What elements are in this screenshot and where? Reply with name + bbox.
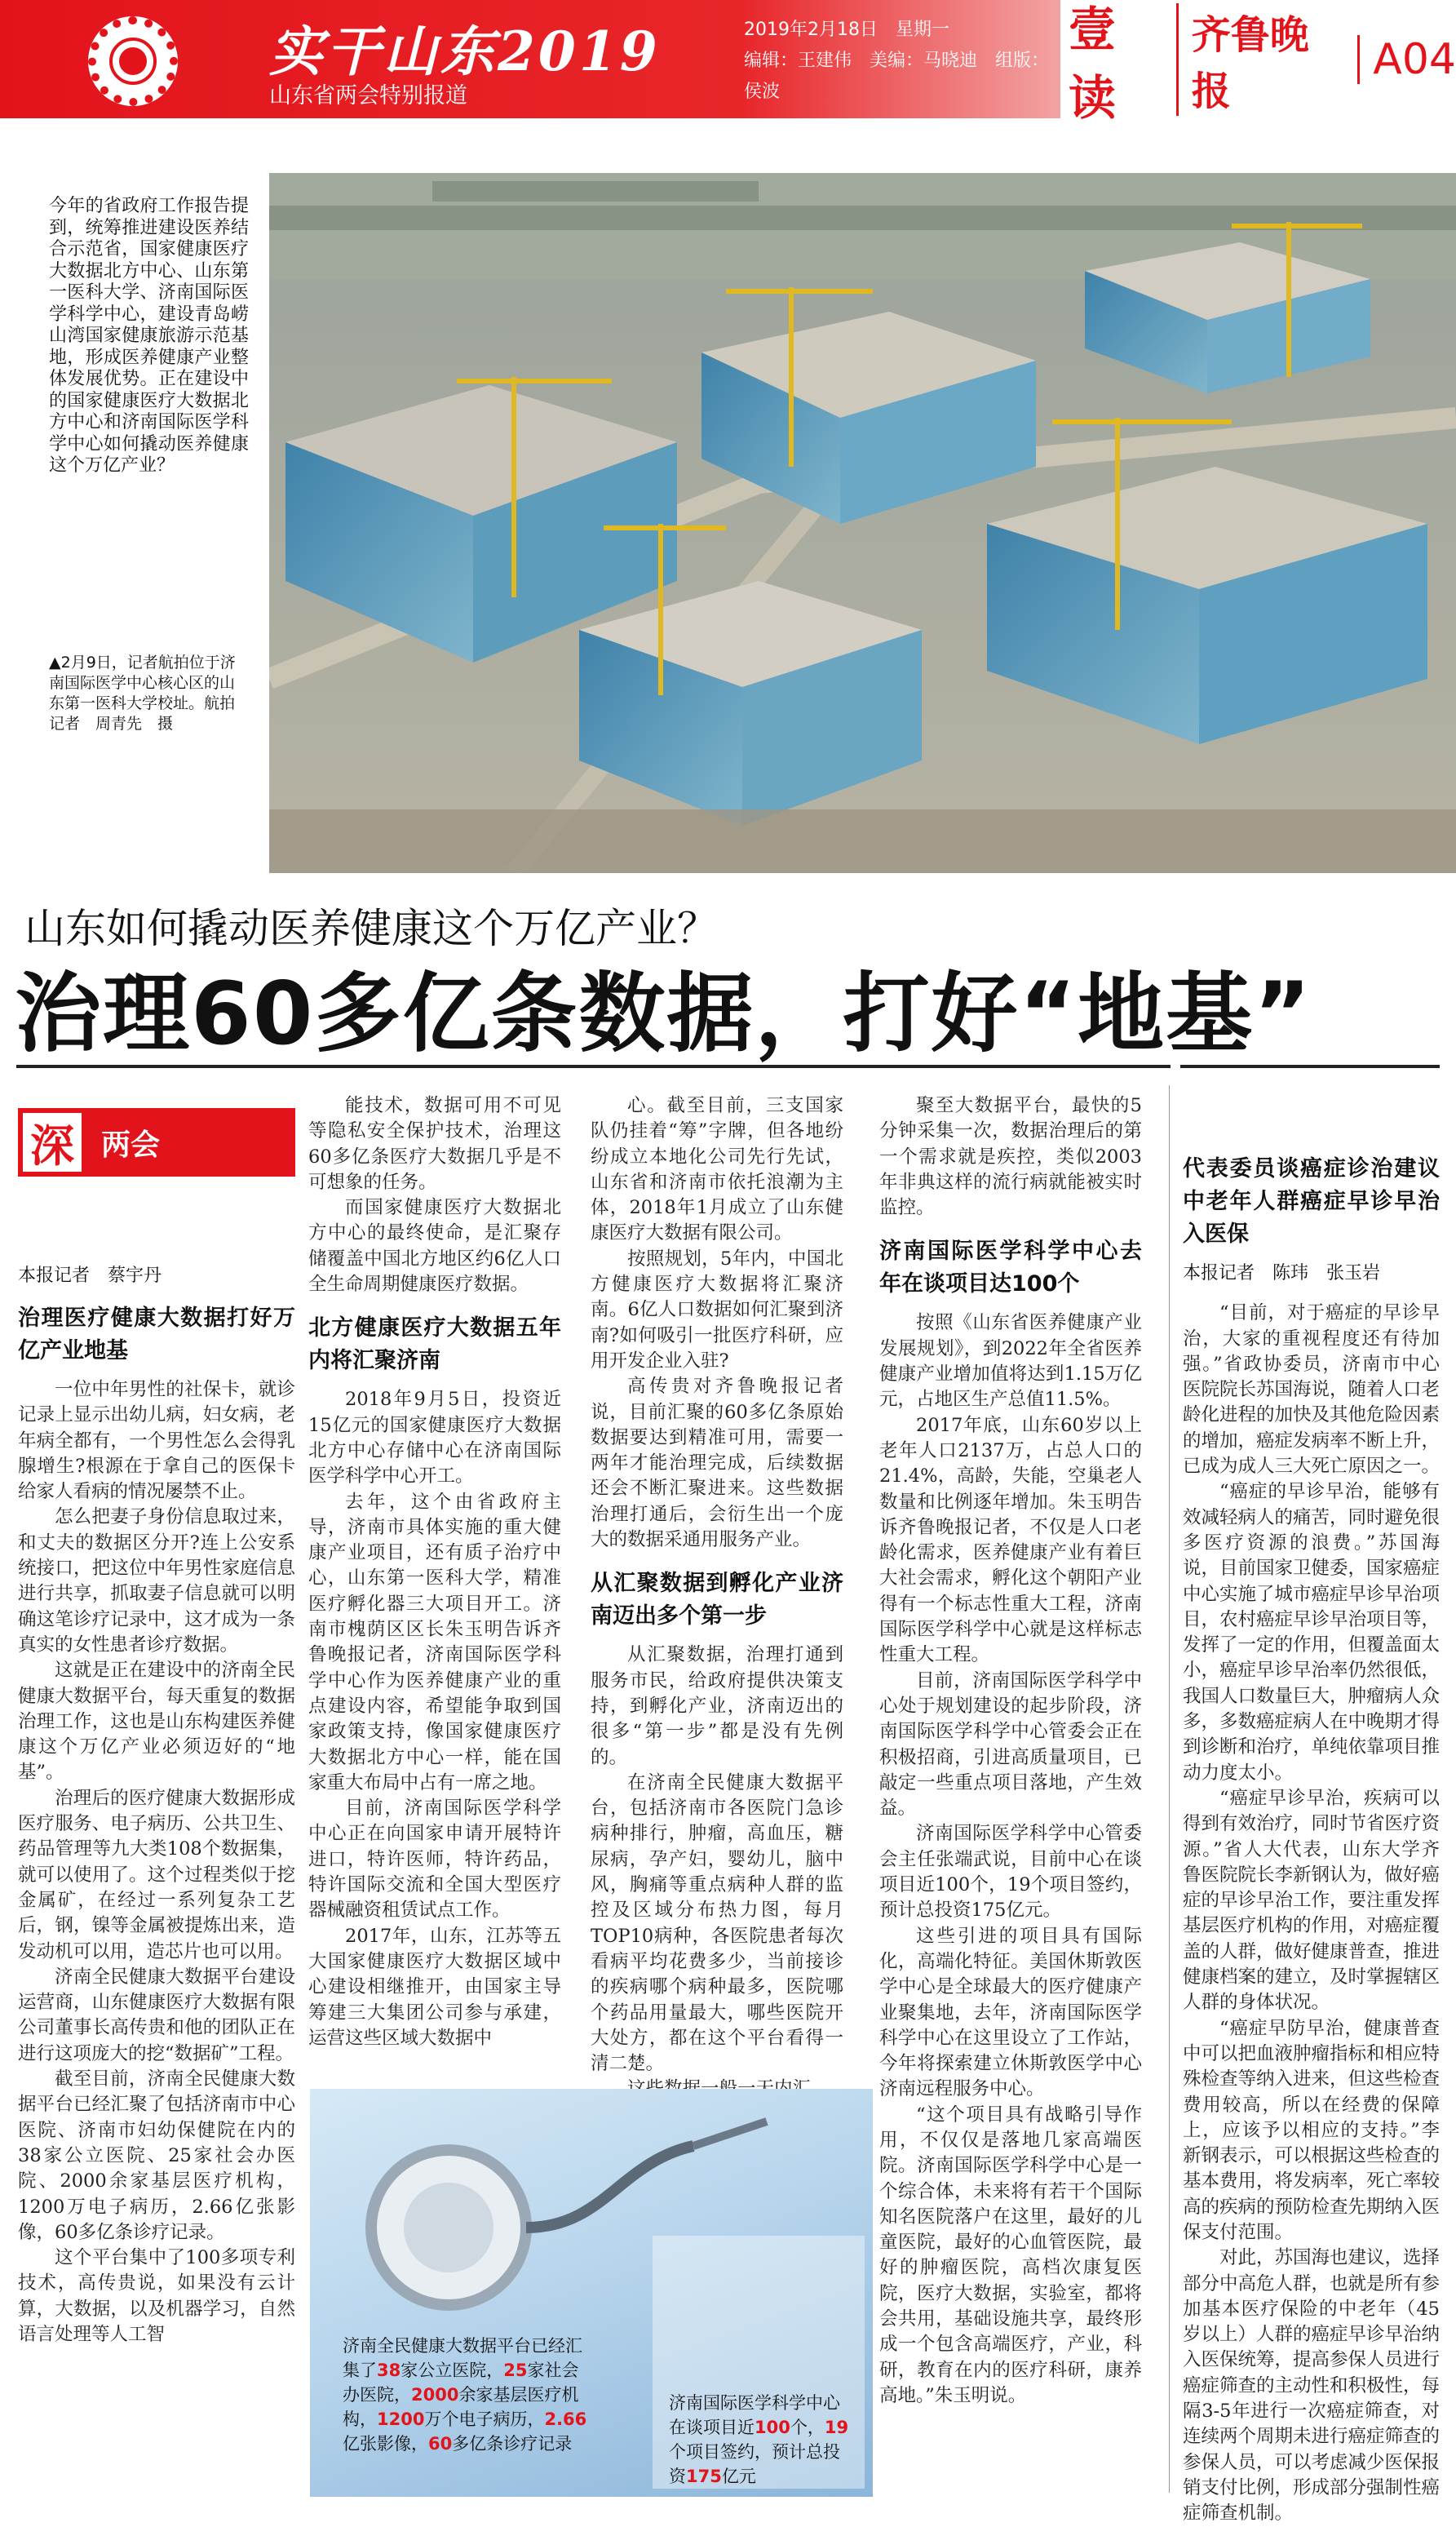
photo-credit: ▲2月9日，记者航拍位于济南国际医学中心核心区的山东第一医科大学校址。航拍记者 周青先 摄 — [49, 654, 236, 733]
sidebar-column — [1183, 1138, 1440, 2527]
paragraph: 去年，这个由省政府主导，济南市具体实施的重大健康产业项目，还有质子治疗中心，山东第一医科大学，精准医疗孵化器三大项目开工。济南市槐荫区区长朱玉明告诉齐鲁晚报记者，济南国际医学科学中心作为医养健康产业的重点建设内容，希望能争取到国家政策支持，像国家健康医疗大数据北方中心一样，能在国家重大布局中占有一席之地。 — [308, 1491, 561, 1793]
paragraph: 高传贵对齐鲁晚报记者说，目前汇聚的60多亿条原始数据要达到精准可用，需要一两年才能治理完成，后续数据还会不断汇聚进来。这些数据治理打通后，会衍生出一个庞大的数据采通用服务产业。 — [591, 1376, 843, 1551]
paragraph: 按照规划，5年内，中国北方健康医疗大数据将汇聚济南。6亿人口数据如何汇聚到济南?如何吸引一批医疗科研，应用开发企业入驻? — [591, 1248, 843, 1372]
editor-credits: 编辑：王建伟 美编：马晓迪 组版：侯波 — [744, 51, 1050, 102]
section-subhead: 从汇聚数据到孵化产业济南迈出多个第一步 — [591, 1571, 843, 1629]
masthead-title: 实干山东2019 — [269, 20, 661, 83]
paragraph: 聚至大数据平台，最快的5分钟采集一次，数据治理后的第一个需求就是疾控，类似2003年非典这样的流行病就能被实时监控。 — [879, 1095, 1142, 1219]
paragraph: 2017年，山东，江苏等五大国家健康医疗大数据区域中心建设相继推开，由国家主导筹建三大集团公司参与承建，运营这些区域大数据中 — [308, 1925, 561, 2049]
paragraph: 目前，济南国际医学科学中心处于规划建设的起步阶段，济南国际医学科学中心管委会正在积极招商，引进高质量项目，已敲定一些重点项目落地，产生效益。 — [879, 1669, 1142, 1820]
header-band — [0, 0, 1060, 118]
paragraph: 目前，济南国际医学科学中心正在向国家申请开展特许进口，特许医师，特许药品，特许国际交流和全国大型医疗器械融资租赁试点工作。 — [308, 1798, 561, 1922]
paragraph: 这个平台集中了100多项专利技术，高传贵说，如果没有云计算，大数据，以及机器学习，自然语言处理等人工智 — [18, 2247, 295, 2345]
article-column-3 — [591, 1093, 843, 2103]
paragraph: 按照《山东省医养健康产业发展规划》，到2022年全省医养健康产业增加值将达到1.15万亿元，占地区生产总值11.5%。 — [879, 1312, 1142, 1411]
paragraph: 济南全民健康大数据平台建设运营商，山东健康医疗大数据有限公司董事长高传贵和他的团队正在进行这项庞大的挖“数据矿”工程。 — [18, 1966, 295, 2064]
column-divider — [1169, 1085, 1170, 2493]
section-subhead: 治理医疗健康大数据打好万亿产业地基 — [18, 1306, 295, 1363]
paragraph: “目前，对于癌症的早诊早治，大家的重视程度还有待加强。”省政协委员，济南市中心医院院长苏国海说，随着人口老龄化进程的加快及其他危险因素的增加，癌症发病率不断上升，已成为成人三大死亡原因之一。 — [1183, 1302, 1441, 1478]
article-column-2 — [308, 1093, 561, 2051]
badge-label: 两会 — [101, 1128, 161, 1162]
paragraph: 从汇聚数据，治理打通到服务市民，给政府提供决策支持，到孵化产业，济南迈出的很多“第一步”都是没有先例的。 — [591, 1644, 843, 1768]
issue-date: 2019年2月18日 星期一 — [744, 20, 949, 40]
article-column-1 — [18, 1288, 295, 2347]
stats-infographic — [310, 2089, 873, 2497]
masthead-subtitle: 山东省两会特别报道 — [269, 83, 467, 109]
sidebar-rule — [1180, 1065, 1440, 1068]
stats-right-text: 济南国际医学科学中心在谈项目近100个，19个项目签约，预计总投资175亿元 — [669, 2393, 849, 2486]
paragraph: 这些引进的项目具有国际化，高端化特征。美国休斯敦医学中心是全球最大的医疗健康产业聚集地，去年，济南国际医学科学中心在这里设立了工作站，今年将探索建立休斯敦医学中心济南远程服务中心。 — [879, 1925, 1142, 2100]
section-label: 壹读 — [1069, 1, 1117, 126]
article-headline: 治理60多亿条数据，打好“地基” — [15, 964, 1312, 1064]
section-subhead: 北方健康医疗大数据五年内将汇聚济南 — [308, 1315, 561, 1374]
page-number: A04 — [1357, 35, 1456, 84]
paragraph: 2018年9月5日，投资近15亿元的国家健康医疗大数据北方中心存储中心在济南国际医学科学中心开工。 — [308, 1389, 561, 1487]
paragraph: 这就是正在建设中的济南全民健康大数据平台，每天重复的数据治理工作，这也是山东构建医养健康这个万亿产业必须迈好的“地基”。 — [18, 1660, 295, 1784]
article-byline: 本报记者 蔡宇丹 — [18, 1266, 162, 1286]
paragraph: 心。截至目前，三支国家队仍挂着“筹”字牌，但各地纷纷成立本地化公司先行先试，山东省和济南市依托浪潮为主体，2018年1月成立了山东健康医疗大数据有限公司。 — [591, 1095, 843, 1244]
paragraph: “癌症早诊早治，疾病可以得到有效治疗，同时节省医疗资源。”省人大代表，山东大学齐鲁医院院长李新钢认为，做好癌症的早诊早治工作，要注重发挥基层医疗机构的作用，对癌症覆盖的人群，做好健康普查，推进健康档案的建立，及时掌握辖区人群的身体状况。 — [1183, 1787, 1441, 2014]
article-column-4 — [879, 1093, 1142, 2409]
depth-badge — [18, 1108, 295, 1177]
article-kicker: 山东如何撬动医养健康这个万亿产业？ — [24, 905, 718, 952]
paragraph: 济南国际医学科学中心管委会主任张端武说，目前中心在谈项目近100个，19个项目签约，预计总投资175亿元。 — [879, 1823, 1142, 1922]
newspaper-brand: 齐鲁晚报 — [1176, 3, 1340, 116]
paragraph: 在济南全民健康大数据平台，包括济南市各医院门急诊病种排行，肿瘤，高血压，糖尿病，孕产妇，婴幼儿，脑中风，胸痛等重点病种人群的监控及区域分布热力图，每月TOP10病种，各医院患者每次看病平均花费多少，当前接诊的疾病哪个病种最多，医院哪个药品用量最大，哪些医院开大处方，都在这个平台看得一清二楚。 — [591, 1771, 843, 2075]
page-header — [0, 0, 1456, 126]
paragraph: “这个项目具有战略引导作用，不仅仅是落地几家高端医院。济南国际医学科学中心是一个综合体，未来将有若干个国际知名医院落户在这里，最好的儿童医院，最好的心血管医院，最好的肿瘤医院，高档次康复医院，医疗大数据，实验室，都将会共用，基础设施共享，最终形成一个包含高端医疗，产业，科研，教育在内的医疗科研，康养高地。”朱玉明说。 — [879, 2104, 1142, 2406]
photo-lead-text: 今年的省政府工作报告提到，统筹推进建设医养结合示范省，国家健康医疗大数据北方中心、山东第一医科大学、济南国际医学科学中心，建设青岛崂山湾国家健康旅游示范基地，形成医养健康产业整体发展优势。正在建设中的国家健康医疗大数据北方中心和济南国际医学科学中心如何撬动医养健康这个万亿产业？ — [49, 196, 249, 476]
paragraph: 2017年底，山东60岁以上老年人口2137万，占总人口的21.4%，高龄，失能，空巢老人数量和比例逐年增加。朱玉明告诉齐鲁晚报记者，不仅是人口老龄化需求，医养健康产业有着巨大社会需求，孵化这个朝阳产业得有一个标志性重大工程，济南国际医学科学中心就是这样标志性重大工程。 — [879, 1414, 1142, 1666]
header-right — [1060, 0, 1456, 126]
paragraph: 截至目前，济南全民健康大数据平台已经汇聚了包括济南市中心医院、济南市妇幼保健院在内的38家公立医院、25家社会办医院、2000余家基层医疗机构，1200万电子病历，2.66亿张影像，60多亿条诊疗记录。 — [18, 2068, 295, 2243]
stats-left-text: 济南全民健康大数据平台已经汇集了38家公立医院，25家社会办医院，2000余家基层医疗机构，1200万个电子病历，2.66亿张影像，60多亿条诊疗记录 — [343, 2336, 587, 2454]
headline-rule — [16, 1065, 1171, 1068]
sidebar-byline: 本报记者 陈玮 张玉岩 — [1183, 1263, 1381, 1283]
paragraph: “癌症的早诊早治，能够有效减轻病人的痛苦，同时避免很多医疗资源的浪费。”苏国海说，目前国家卫健委，国家癌症中心实施了城市癌症早诊早治项目，农村癌症早诊早治项目等，发挥了一定的作用，但覆盖面太小，癌症早诊早治率仍然很低，我国人口数量巨大，肿瘤病人众多，多数癌症病人在中晚期才得到诊断和治疗，单纯依靠项目推动力度太小。 — [1183, 1481, 1441, 1784]
badge-mark: 深 — [18, 1108, 86, 1177]
gear-logo-icon — [88, 16, 178, 106]
paragraph: 对此，苏国海也建议，选择部分中高危人群，也就是所有参加基本医疗保险的中老年（45岁以上）人群的癌症早诊早治纳入医保统筹，提高参保人员进行癌症筛查的主动性和积极性，每隔3-5年进行一次癌症筛查，对连续两个周期未进行癌症筛查的参保人员，可以考虑减少医保报销支付比例，形成部分强制性癌症筛查机制。 — [1183, 2247, 1441, 2525]
paragraph: 一位中年男性的社保卡，就诊记录上显示出幼儿病，妇女病，老年病全都有，一个男性怎么会得乳腺增生?根源在于拿自己的医保卡给家人看病的情况屡禁不止。 — [18, 1379, 295, 1503]
paragraph: 怎么把妻子身份信息取过来，和丈夫的数据区分开?连上公安系统接口，把这位中年男性家庭信息进行共享，抓取妻子信息就可以明确这笔诊疗记录中，这才成为一条真实的女性患者诊疗数据。 — [18, 1506, 295, 1656]
paragraph: 治理后的医疗健康大数据形成医疗服务、电子病历、公共卫生、药品管理等九大类108个数据集，就可以使用了。这个过程类似于挖金属矿，在经过一系列复杂工艺后，钢，镍等金属被提炼出来，造发动机可以用，造芯片也可以用。 — [18, 1787, 295, 1962]
paragraph: 而国家健康医疗大数据北方中心的最终使命，是汇聚存储覆盖中国北方地区约6亿人口全生命周期健康医疗数据。 — [308, 1197, 561, 1296]
section-subhead: 济南国际医学科学中心去年在谈项目达100个 — [879, 1239, 1142, 1297]
aerial-construction-photo — [269, 173, 1456, 873]
header-meta — [744, 15, 1060, 108]
section-subhead: 代表委员谈癌症诊治建议中老年人群癌症早诊早治入医保 — [1183, 1156, 1440, 1247]
paragraph: “癌症早防早治，健康普查中可以把血液肿瘤指标和相应特殊检查等纳入进来，但这些检查费用较高，所以在经费的保障上，应该予以相应的支持。”李新钢表示，可以根据这些检查的基本费用，将发病率，死亡率较高的疾病的预防检查先期纳入医保支付范围。 — [1183, 2017, 1441, 2243]
paragraph: 能技术，数据可用不可见等隐私安全保护技术，治理这60多亿条医疗大数据几乎是不可想象的任务。 — [308, 1095, 561, 1193]
